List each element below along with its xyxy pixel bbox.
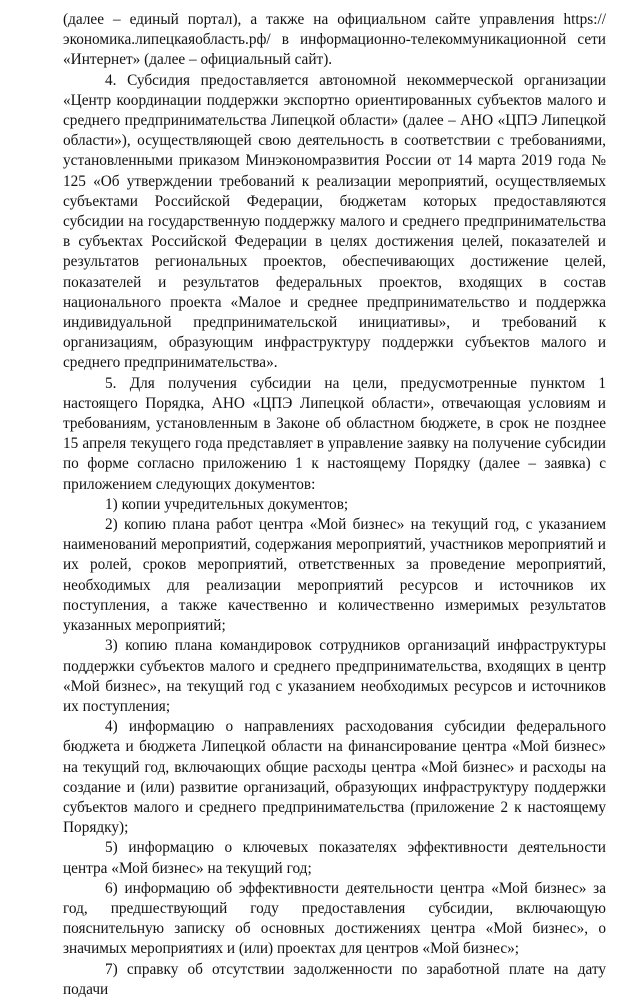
paragraph-item-5: 5. Для получения субсидии на цели, предусмотренные пунктом 1 настоящего Порядка, АНО «ЦПЭ Липецкой области», отвечающая условиям и требованиям, установленным в Законе об областном бюджете, в срок не позднее 15 апреля текущего года представляет в управление заявку на получение субсидии по форме согласно приложению 1 к настоящему Порядку (далее – заявка) с приложением следующих документов:: [63, 374, 606, 493]
paragraph-continuation: (далее – единый портал), а также на официальном сайте управления https://экономика.липецкаяобласть.рф/ в информационно-телекоммуникационной сети «Интернет» (далее – официальный сайт).: [63, 11, 606, 69]
list-item-3: 3) копию плана командировок сотрудников организаций инфраструктуры поддержки субъектов малого и среднего предпринимательства, входящих в центр «Мой бизнес», на текущий год с указанием необходимых ресурсов и источников их поступления;: [63, 637, 606, 715]
list-item-1: 1) копии учредительных документов;: [105, 495, 349, 513]
list-item-4: 4) информацию о направлениях расходования субсидии федерального бюджета и бюджета Липецкой области на финансирование центра «Мой бизнес» на текущий год, включающих общие расходы центра «Мой бизнес» и расходы на создание и (или) развитие организаций, образующих инфраструктуру поддержки субъектов малого и среднего предпринимательства (приложение 2 к настоящему Порядку);: [63, 718, 606, 837]
list-item-7: 7) справку об отсутствии задолженности по заработной плате на дату подачи: [63, 960, 606, 998]
list-item-2: 2) копию плана работ центра «Мой бизнес» на текущий год, с указанием наименований мероприятий, содержания мероприятий, участников мероприятий и их ролей, сроков мероприятий, ответственных за проведение мероприятий, необходимых для реализации мероприятий ресурсов и источников их поступления, а также качественно и количественно измеримых результатов указанных мероприятий;: [63, 516, 606, 635]
paragraph-item-4: 4. Субсидия предоставляется автономной некоммерческой организации «Центр координации поддержки экспортно ориентированных субъектов малого и среднего предпринимательства Липецкой области» (далее – АНО «ЦПЭ Липецкой области»), осуществляющей свою деятельность в соответствии с требованиями, установленными приказом Минэкономразвития России от 14 марта 2019 года № 125 «Об утверждении требований к реализации мероприятий, осуществляемых субъектами Российской Федерации, бюджетам которых предоставляются субсидии на государственную поддержку малого и среднего предпринимательства в субъектах Российской Федерации в целях достижения целей, показателей и результатов региональных проектов, обеспечивающих достижение целей, показателей и результатов федеральных проектов, входящих в состав национального проекта «Малое и среднее предпринимательство и поддержка индивидуальной предпринимательской инициативы», и требований к организациям, образующим инфраструктуру поддержки субъектов малого и среднего предпринимательства».: [63, 71, 606, 372]
list-item-6: 6) информацию об эффективности деятельности центра «Мой бизнес» за год, предшествующий году предоставления субсидии, включающую пояснительную записку об основных достижениях центра «Мой бизнес», о значимых мероприятиях и (или) проектах для центров «Мой бизнес»;: [63, 879, 606, 958]
list-item-5: 5) информацию о ключевых показателях эффективности деятельности центра «Мой бизнес» на текущий год;: [63, 839, 606, 877]
